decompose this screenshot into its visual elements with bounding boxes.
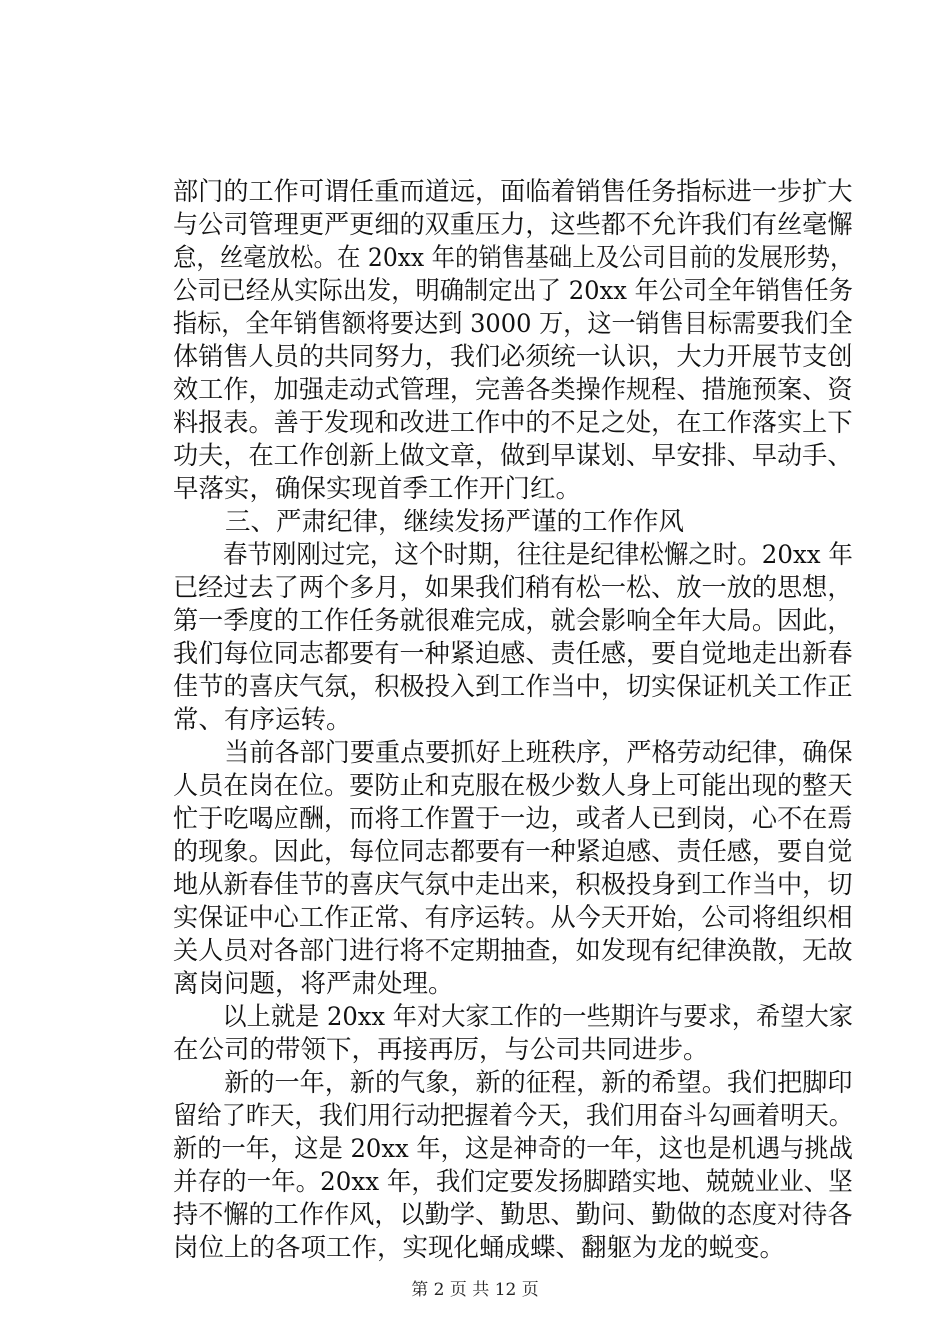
text-line: 第一季度的工作任务就很难完成，就会影响全年大局。因此， xyxy=(173,606,853,636)
text-line: 实保证中心工作正常、有序运转。从今天开始，公司将组织相 xyxy=(173,903,853,933)
text-line: 并存的一年。20xx 年，我们定要发扬脚踏实地、兢兢业业、坚 xyxy=(173,1167,853,1197)
text-line: 常、有序运转。 xyxy=(173,705,352,735)
text-line: 春节刚刚过完，这个时期，往往是纪律松懈之时。20xx 年 xyxy=(222,540,853,570)
text-line: 留给了昨天，我们用行动把握着今天，我们用奋斗勾画着明天。 xyxy=(173,1101,854,1131)
page-footer: 第 2 页 共 12 页 xyxy=(411,1280,539,1300)
text-line: 的现象。因此，每位同志都要有一种紧迫感、责任感，要自觉 xyxy=(173,837,853,867)
text-line: 怠，丝毫放松。在 20xx 年的销售基础上及公司目前的发展形势， xyxy=(173,243,854,273)
text-line: 关人员对各部门进行将不定期抽查，如发现有纪律涣散，无故 xyxy=(173,936,853,966)
text-line: 与公司管理更严更细的双重压力，这些都不允许我们有丝毫懈 xyxy=(173,210,853,240)
text-line: 我们每位同志都要有一种紧迫感、责任感，要自觉地走出新春 xyxy=(173,639,853,669)
text-line: 持不懈的工作作风，以勤学、勤思、勤问、勤做的态度对待各 xyxy=(173,1200,853,1230)
text-line: 新的一年，新的气象，新的征程，新的希望。我们把脚印 xyxy=(224,1068,853,1098)
text-line: 体销售人员的共同努力，我们必须统一认识，大力开展节支创 xyxy=(173,342,853,372)
text-line: 料报表。善于发现和改进工作中的不足之处，在工作落实上下 xyxy=(173,408,853,438)
text-line: 地从新春佳节的喜庆气氛中走出来，积极投身到工作当中，切 xyxy=(173,870,853,900)
text-line: 岗位上的各项工作，实现化蛹成蝶、翻躯为龙的蜕变。 xyxy=(173,1233,786,1263)
text-line: 佳节的喜庆气氛，积极投入到工作当中，切实保证机关工作正 xyxy=(173,672,853,702)
text-line: 在公司的带领下，再接再厉，与公司共同进步。 xyxy=(173,1035,709,1065)
text-line: 当前各部门要重点要抓好上班秩序，严格劳动纪律，确保 xyxy=(224,738,853,768)
text-line: 人员在岗在位。要防止和克服在极少数人身上可能出现的整天 xyxy=(173,771,853,801)
text-line: 功夫，在工作创新上做文章，做到早谋划、早安排、早动手、 xyxy=(173,441,853,471)
text-line: 新的一年，这是 20xx 年，这是神奇的一年，这也是机遇与挑战 xyxy=(173,1134,853,1164)
text-line: 公司已经从实际出发，明确制定出了 20xx 年公司全年销售任务 xyxy=(173,276,853,306)
text-line: 部门的工作可谓任重而道远，面临着销售任务指标进一步扩大 xyxy=(173,177,853,207)
text-line: 已经过去了两个多月，如果我们稍有松一松、放一放的思想， xyxy=(173,573,853,603)
text-line: 效工作，加强走动式管理，完善各类操作规程、措施预案、资 xyxy=(173,375,853,405)
text-line: 以上就是 20xx 年对大家工作的一些期许与要求，希望大家 xyxy=(222,1002,853,1032)
text-line: 三、严肃纪律，继续发扬严谨的工作作风 xyxy=(225,507,685,537)
text-line: 早落实，确保实现首季工作开门红。 xyxy=(173,474,582,504)
text-line: 忙于吃喝应酬，而将工作置于一边，或者人已到岗，心不在焉 xyxy=(173,804,853,834)
text-line: 指标，全年销售额将要达到 3000 万，这一销售目标需要我们全 xyxy=(173,309,853,339)
document-body xyxy=(173,176,853,1265)
text-line: 离岗问题，将严肃处理。 xyxy=(173,969,454,999)
